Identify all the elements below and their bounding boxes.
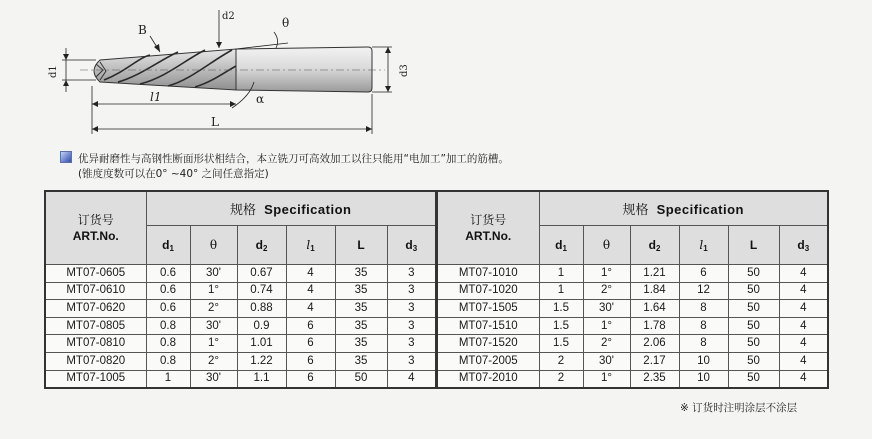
table-row (45, 300, 436, 318)
label-B: B (138, 23, 147, 37)
specification-header: 规格 Specification (539, 191, 828, 226)
L-cell: 50 (728, 317, 779, 335)
description-text: 优异耐磨性与高钢性断面形状相结合，本立铣刀可高效加工以往只能用“电加工”加工的筋槽。 (78, 153, 509, 165)
col-d1: d1 (146, 226, 190, 265)
theta-cell: 2° (583, 335, 630, 353)
d3-cell: 4 (779, 300, 828, 318)
label-d2: d2 (222, 11, 235, 22)
specification-header: 规格 Specification (146, 191, 436, 226)
d1-cell: 0.8 (146, 335, 190, 353)
table-row (45, 282, 436, 300)
d2-cell: 2.17 (630, 352, 679, 370)
d2-cell: 1.1 (237, 370, 286, 388)
theta-cell: 30' (190, 317, 237, 335)
theta-cell: 1° (583, 265, 630, 283)
col-d3: d3 (387, 226, 436, 265)
d2-cell: 0.9 (237, 317, 286, 335)
table-row (45, 317, 436, 335)
table-row (45, 335, 436, 353)
theta-cell: 2° (190, 300, 237, 318)
d2-cell: 1.78 (630, 317, 679, 335)
art-no-cell: MT07-0820 (45, 352, 146, 370)
theta-cell: 30' (583, 300, 630, 318)
l1-cell: 6 (286, 335, 335, 353)
L-cell: 35 (335, 317, 387, 335)
L-cell: 35 (335, 352, 387, 370)
theta-cell: 1° (583, 317, 630, 335)
art-no-cell: MT07-0620 (45, 300, 146, 318)
col-d3: d3 (779, 226, 828, 265)
d3-cell: 3 (387, 282, 436, 300)
l1-cell: 6 (286, 370, 335, 388)
tool-flutes (94, 49, 236, 90)
l1-cell: 8 (679, 335, 728, 353)
l1-cell: 6 (286, 317, 335, 335)
L-cell: 50 (728, 282, 779, 300)
col-d1: d1 (539, 226, 583, 265)
d2-cell: 1.64 (630, 300, 679, 318)
l1-cell: 10 (679, 370, 728, 388)
d3-cell: 3 (387, 265, 436, 283)
d2-cell: 1.01 (237, 335, 286, 353)
tool-shank (236, 47, 372, 92)
label-d1: d1 (48, 65, 59, 78)
d2-cell: 1.22 (237, 352, 286, 370)
art-no-header: 订货号 ART.No. (437, 191, 539, 265)
theta-cell: 30' (583, 352, 630, 370)
L-cell: 50 (728, 370, 779, 388)
d1-cell: 0.6 (146, 265, 190, 283)
l1-cell: 6 (286, 352, 335, 370)
L-cell: 35 (335, 282, 387, 300)
l1-cell: 4 (286, 282, 335, 300)
table-row (437, 300, 828, 318)
l1-cell: 10 (679, 352, 728, 370)
L-cell: 50 (728, 300, 779, 318)
art-no-cell: MT07-1505 (437, 300, 539, 318)
d2-cell: 2.06 (630, 335, 679, 353)
taper-range-note: (锥度度数可以在0° ~40° 之间任意指定) (78, 168, 269, 180)
d3-cell: 3 (387, 300, 436, 318)
l1-cell: 8 (679, 300, 728, 318)
d1-cell: 0.6 (146, 282, 190, 300)
art-no-cell: MT07-0610 (45, 282, 146, 300)
d1-cell: 0.6 (146, 300, 190, 318)
l1-cell: 12 (679, 282, 728, 300)
d1-cell: 2 (539, 370, 583, 388)
table-row (45, 370, 436, 388)
L-cell: 50 (728, 352, 779, 370)
d3-cell: 4 (779, 370, 828, 388)
art-no-cell: MT07-1005 (45, 370, 146, 388)
art-no-header: 订货号 ART.No. (45, 191, 146, 265)
theta-cell: 1° (190, 282, 237, 300)
label-theta: θ (282, 16, 290, 30)
art-no-cell: MT07-2010 (437, 370, 539, 388)
l1-cell: 6 (679, 265, 728, 283)
L-cell: 50 (335, 370, 387, 388)
art-no-cell: MT07-0605 (45, 265, 146, 283)
theta-cell: 1° (583, 370, 630, 388)
d3-cell: 3 (387, 335, 436, 353)
description-note (60, 151, 509, 166)
l1-cell: 8 (679, 317, 728, 335)
d1-cell: 1.5 (539, 335, 583, 353)
bullet-icon (60, 151, 72, 163)
col-d2: d2 (630, 226, 679, 265)
table-row (437, 370, 828, 388)
table-row (437, 335, 828, 353)
theta-cell: 2° (583, 282, 630, 300)
art-no-cell: MT07-1010 (437, 265, 539, 283)
d1-cell: 2 (539, 352, 583, 370)
l1-cell: 4 (286, 300, 335, 318)
col-l1: l1 (679, 226, 728, 265)
d3-cell: 4 (779, 265, 828, 283)
art-no-cell: MT07-0805 (45, 317, 146, 335)
d2-cell: 0.67 (237, 265, 286, 283)
L-cell: 35 (335, 335, 387, 353)
d1-cell: 0.8 (146, 317, 190, 335)
col-l1: l1 (286, 226, 335, 265)
label-l1: l1 (150, 90, 162, 104)
art-no-cell: MT07-1510 (437, 317, 539, 335)
art-no-cell: MT07-1520 (437, 335, 539, 353)
coating-footnote: ※ 订货时注明涂层不涂层 (680, 402, 798, 414)
L-cell: 35 (335, 265, 387, 283)
d3-cell: 4 (779, 352, 828, 370)
d3-cell: 4 (779, 317, 828, 335)
d2-cell: 1.21 (630, 265, 679, 283)
d1-cell: 1.5 (539, 317, 583, 335)
end-mill-drawing (0, 0, 872, 150)
theta-cell: 30' (190, 370, 237, 388)
d3-cell: 4 (387, 370, 436, 388)
d1-cell: 0.8 (146, 352, 190, 370)
d2-cell: 2.35 (630, 370, 679, 388)
table-row (45, 265, 436, 283)
l1-cell: 4 (286, 265, 335, 283)
L-cell: 50 (728, 265, 779, 283)
d1-cell: 1 (539, 265, 583, 283)
d3-cell: 4 (779, 335, 828, 353)
L-cell: 50 (728, 335, 779, 353)
col-theta: θ (190, 226, 237, 265)
label-d3: d3 (399, 64, 410, 77)
d1-cell: 1 (539, 282, 583, 300)
d1-cell: 1 (146, 370, 190, 388)
label-L: L (211, 115, 219, 129)
label-alpha: α (256, 92, 265, 106)
col-theta: θ (583, 226, 630, 265)
spec-table-left (44, 190, 437, 389)
theta-cell: 2° (190, 352, 237, 370)
tool-body (80, 47, 385, 92)
table-row (437, 282, 828, 300)
L-cell: 35 (335, 300, 387, 318)
col-L: L (728, 226, 779, 265)
art-no-cell: MT07-1020 (437, 282, 539, 300)
table-row (437, 352, 828, 370)
table-row (437, 317, 828, 335)
col-L: L (335, 226, 387, 265)
d2-cell: 1.84 (630, 282, 679, 300)
art-no-cell: MT07-0810 (45, 335, 146, 353)
d2-cell: 0.74 (237, 282, 286, 300)
table-row (45, 352, 436, 370)
theta-cell: 1° (190, 335, 237, 353)
spec-table-right (436, 190, 829, 389)
d2-cell: 0.88 (237, 300, 286, 318)
art-no-cell: MT07-2005 (437, 352, 539, 370)
d3-cell: 3 (387, 317, 436, 335)
d1-cell: 1.5 (539, 300, 583, 318)
col-d2: d2 (237, 226, 286, 265)
theta-cell: 30' (190, 265, 237, 283)
d3-cell: 4 (779, 282, 828, 300)
table-row (437, 265, 828, 283)
d3-cell: 3 (387, 352, 436, 370)
